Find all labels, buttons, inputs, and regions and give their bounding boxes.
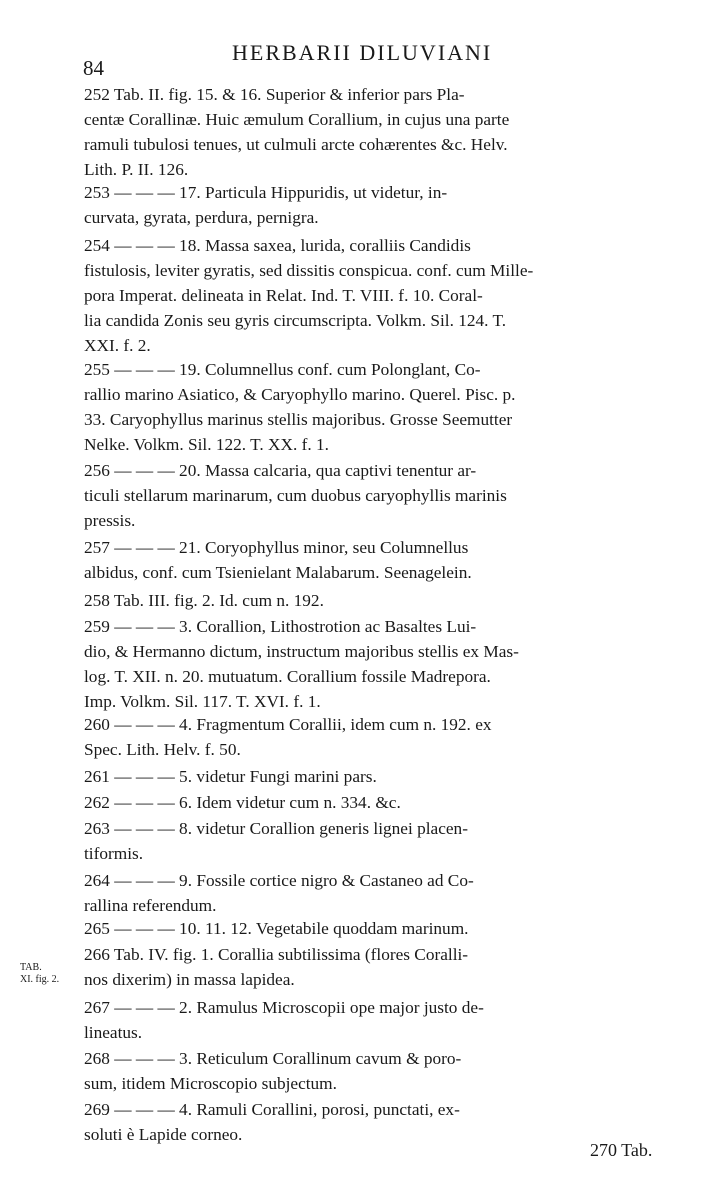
entry-line: albidus, conf. cum Tsienielant Malabarum. Seenagelein.	[84, 563, 472, 582]
entry-line: Imp. Volkm. Sil. 117. T. XVI. f. 1.	[84, 692, 321, 711]
entry-256	[84, 458, 684, 533]
running-head: HERBARII DILUVIANI	[232, 40, 493, 65]
entry-line: pressis.	[84, 511, 136, 530]
entry-line: tiformis.	[84, 844, 144, 863]
entry-line: dio, & Hermanno dictum, instructum majoribus stellis ex Mas-	[84, 642, 519, 661]
entry-line: 268 — — — 3. Reticulum Corallinum cavum & poro-	[84, 1049, 462, 1068]
entry-line: 265 — — — 10. 11. 12. Vegetabile quoddam marinum.	[84, 919, 469, 938]
entry-line: 258 Tab. III. fig. 2. Id. cum n. 192.	[84, 591, 324, 610]
entry-257	[84, 535, 684, 585]
entry-line: soluti è Lapide corneo.	[84, 1125, 243, 1144]
entry-254	[84, 233, 684, 358]
entry-line: 255 — — — 19. Columnellus conf. cum Polonglant, Co-	[84, 360, 481, 379]
entry-line: 254 — — — 18. Massa saxea, lurida, coralliis Candidis	[84, 236, 471, 255]
entry-265	[84, 916, 684, 941]
entry-line: 252 Tab. II. fig. 15. & 16. Superior & inferior pars Pla-	[84, 85, 465, 104]
entry-line: XXI. f. 2.	[84, 336, 151, 355]
entry-252	[84, 82, 684, 182]
entry-line: Lith. P. II. 126.	[84, 160, 189, 179]
entry-253	[84, 180, 684, 230]
entry-264	[84, 868, 684, 918]
entry-line: 262 — — — 6. Idem videtur cum n. 334. &c.	[84, 793, 401, 812]
entry-258	[84, 588, 684, 613]
entry-line: 257 — — — 21. Coryophyllus minor, seu Columnellus	[84, 538, 469, 557]
entry-line: fistulosis, leviter gyratis, sed dissitis conspicua. conf. cum Mille-	[84, 261, 534, 280]
entry-line: 267 — — — 2. Ramulus Microscopii ope major justo de-	[84, 998, 484, 1017]
entry-line: rallina referendum.	[84, 896, 217, 915]
entry-line: centæ Corallinæ. Huic æmulum Corallium, in cujus una parte	[84, 110, 510, 129]
margin-note-line: TAB.	[20, 962, 42, 973]
entry-268	[84, 1046, 684, 1096]
entry-line: lia candida Zonis seu gyris circumscripta. Volkm. Sil. 124. T.	[84, 311, 507, 330]
catchword: 270 Tab.	[590, 1140, 653, 1160]
entry-262	[84, 790, 684, 815]
page-number: 84	[83, 56, 104, 80]
entry-line: Nelke. Volkm. Sil. 122. T. XX. f. 1.	[84, 435, 329, 454]
entry-line: lineatus.	[84, 1023, 143, 1042]
entry-line: nos dixerim) in massa lapidea.	[84, 970, 295, 989]
entry-261	[84, 764, 684, 789]
entry-line: 269 — — — 4. Ramuli Corallini, porosi, punctati, ex-	[84, 1100, 460, 1119]
entry-line: pora Imperat. delineata in Relat. Ind. T. VIII. f. 10. Coral-	[84, 286, 483, 305]
entry-267	[84, 995, 684, 1045]
entry-line: log. T. XII. n. 20. mutuatum. Corallium fossile Madrepora.	[84, 667, 491, 686]
entry-line: 261 — — — 5. videtur Fungi marini pars.	[84, 767, 377, 786]
entry-line: 259 — — — 3. Corallion, Lithostrotion ac Basaltes Lui-	[84, 617, 477, 636]
entry-line: Spec. Lith. Helv. f. 50.	[84, 740, 241, 759]
entry-line: ticuli stellarum marinarum, cum duobus caryophyllis marinis	[84, 486, 507, 505]
entry-line: 266 Tab. IV. fig. 1. Corallia subtilissima (flores Coralli-	[84, 945, 469, 964]
entry-line: rallio marino Asiatico, & Caryophyllo marino. Querel. Pisc. p.	[84, 385, 516, 404]
entry-line: 253 — — — 17. Particula Hippuridis, ut videtur, in-	[84, 183, 448, 202]
margin-note	[20, 962, 59, 986]
entry-line: sum, itidem Microscopio subjectum.	[84, 1074, 337, 1093]
entry-line: 260 — — — 4. Fragmentum Corallii, idem cum n. 192. ex	[84, 715, 492, 734]
entry-line: ramuli tubulosi tenues, ut culmuli arcte cohærentes &c. Helv.	[84, 135, 508, 154]
entry-266	[84, 942, 684, 992]
entry-259	[84, 614, 684, 714]
entry-255	[84, 357, 684, 457]
margin-note-line: XI. fig. 2.	[20, 974, 60, 985]
entry-line: 264 — — — 9. Fossile cortice nigro & Castaneo ad Co-	[84, 871, 474, 890]
entry-line: 256 — — — 20. Massa calcaria, qua captivi tenentur ar-	[84, 461, 477, 480]
entry-line: curvata, gyrata, perdura, pernigra.	[84, 208, 319, 227]
entry-line: 263 — — — 8. videtur Corallion generis lignei placen-	[84, 819, 468, 838]
entry-line: 33. Caryophyllus marinus stellis majoribus. Grosse Seemutter	[84, 410, 513, 429]
entry-263	[84, 816, 684, 866]
entry-260	[84, 712, 684, 762]
